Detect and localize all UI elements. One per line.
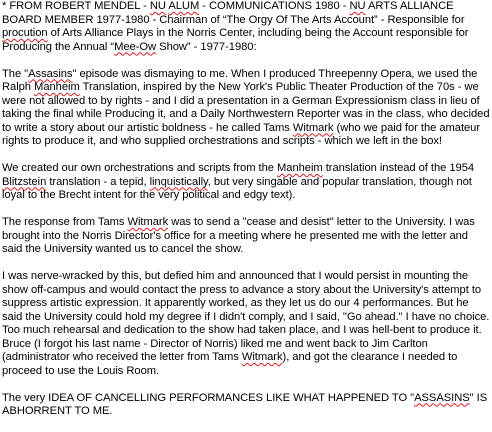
- text-run: translation - a tepid,: [46, 175, 150, 188]
- text-run: Translation, inspired by the New York's Public Theater Production of the 70s - we were not allowed to by rights - and I did a presentation in a German Expressionism class in lieu of taking the final while Producing it, and a Daily Northwestern Reporter was in the class, who decided to write a story about our artistic boldness - he called Tams: [2, 81, 490, 134]
- text-run: , but very singable and popular translation, though not loyal to the Brecht intent for the very political and edgy text).: [2, 175, 472, 201]
- text-run: ), and got the clearance I needed to proceed to use the Louis Room.: [2, 351, 458, 377]
- text-run: translation instead of the 1954: [322, 162, 475, 174]
- paragraph-orchestrations: [2, 162, 490, 203]
- text-run: * FROM ROBERT MENDEL -: [2, 0, 150, 12]
- misspelled-word: ASSASINS: [414, 391, 470, 404]
- misspelled-word: procution: [2, 27, 48, 39]
- text-run: The response from Tams: [2, 216, 128, 228]
- paragraph-cease-and-desist: [2, 216, 490, 257]
- text-run: - COMMUNICATIONS 1980 -: [199, 0, 350, 12]
- text-run: Show” - 1977-1980:: [156, 40, 257, 53]
- text-run: (who we paid for the amateur rights to produce it, and who supplied orchestrations and scripts - which we left in the box!: [2, 121, 481, 147]
- text-run: I was nerve-wracked by this, but defied him and announced that I would persist in mounting the show off-campus and would contact the press to advance a story about the University's attempt to suppress artistic expression. It apparently worked, as they let us do our 4 performances. But he said the University could hold my degree if I didn't comply, and I said, "Go ahead." I have no choice. Too much rehearsal and dedication to the show had taken place, and I was hell-bent to produce it. Bruce (I forgot his last name - Director of Norris) liked me and went back to Jim Carlton (administrator who received the letter from Tams: [2, 270, 490, 363]
- text-run: The very IDEA OF CANCELLING PERFORMANCES LIKE WHAT HAPPENED TO ": [2, 391, 415, 404]
- misspelled-word: Witmark: [292, 121, 334, 134]
- misspelled-word: ALUM: [168, 0, 200, 12]
- text-run: of Arts Alliance Plays in the Norris Center, including being the Account responsible for Producing the Annual “: [2, 27, 469, 53]
- paragraph-nerve-wracked: [2, 270, 490, 378]
- paragraph-closing-statement: [2, 392, 490, 419]
- misspelled-word: NU: [349, 0, 366, 12]
- misspelled-word: Assasins: [28, 67, 73, 80]
- text-run: was to send a "cease and desist" letter to the University. I was brought into the Norris Director's office for a meeting where he presented me with the letter and said the University wanted us to cancel the show.: [2, 216, 475, 255]
- misspelled-word: Mee-Ow: [114, 40, 157, 53]
- misspelled-word: Witmark: [241, 351, 283, 363]
- misspelled-word: linquistically: [149, 175, 208, 188]
- misspelled-word: Manheim: [34, 81, 80, 93]
- text-run: The ": [2, 67, 29, 80]
- paragraph-assasins-episode: [2, 68, 490, 149]
- text-run: ARTS ALLIANCE BOARD MEMBER 1977-1980 - Chairman of “The Orgy Of The Arts Account” - Responsible for: [2, 0, 465, 26]
- paragraph-header: [2, 0, 490, 54]
- misspelled-word: Witmark: [127, 216, 169, 228]
- misspelled-word: Blitzstein: [2, 175, 47, 188]
- text-run: We created our own orchestrations and scripts from the: [2, 162, 277, 174]
- misspelled-word: Manheim: [277, 162, 323, 174]
- text-run: " IS ABHORRENT TO ME.: [2, 391, 488, 417]
- misspelled-word: NU: [149, 0, 166, 12]
- document-body: [2, 0, 490, 432]
- text-run: " episode was dismaying to me. When I produced Threepenny Opera, we used the Ralph: [2, 67, 478, 93]
